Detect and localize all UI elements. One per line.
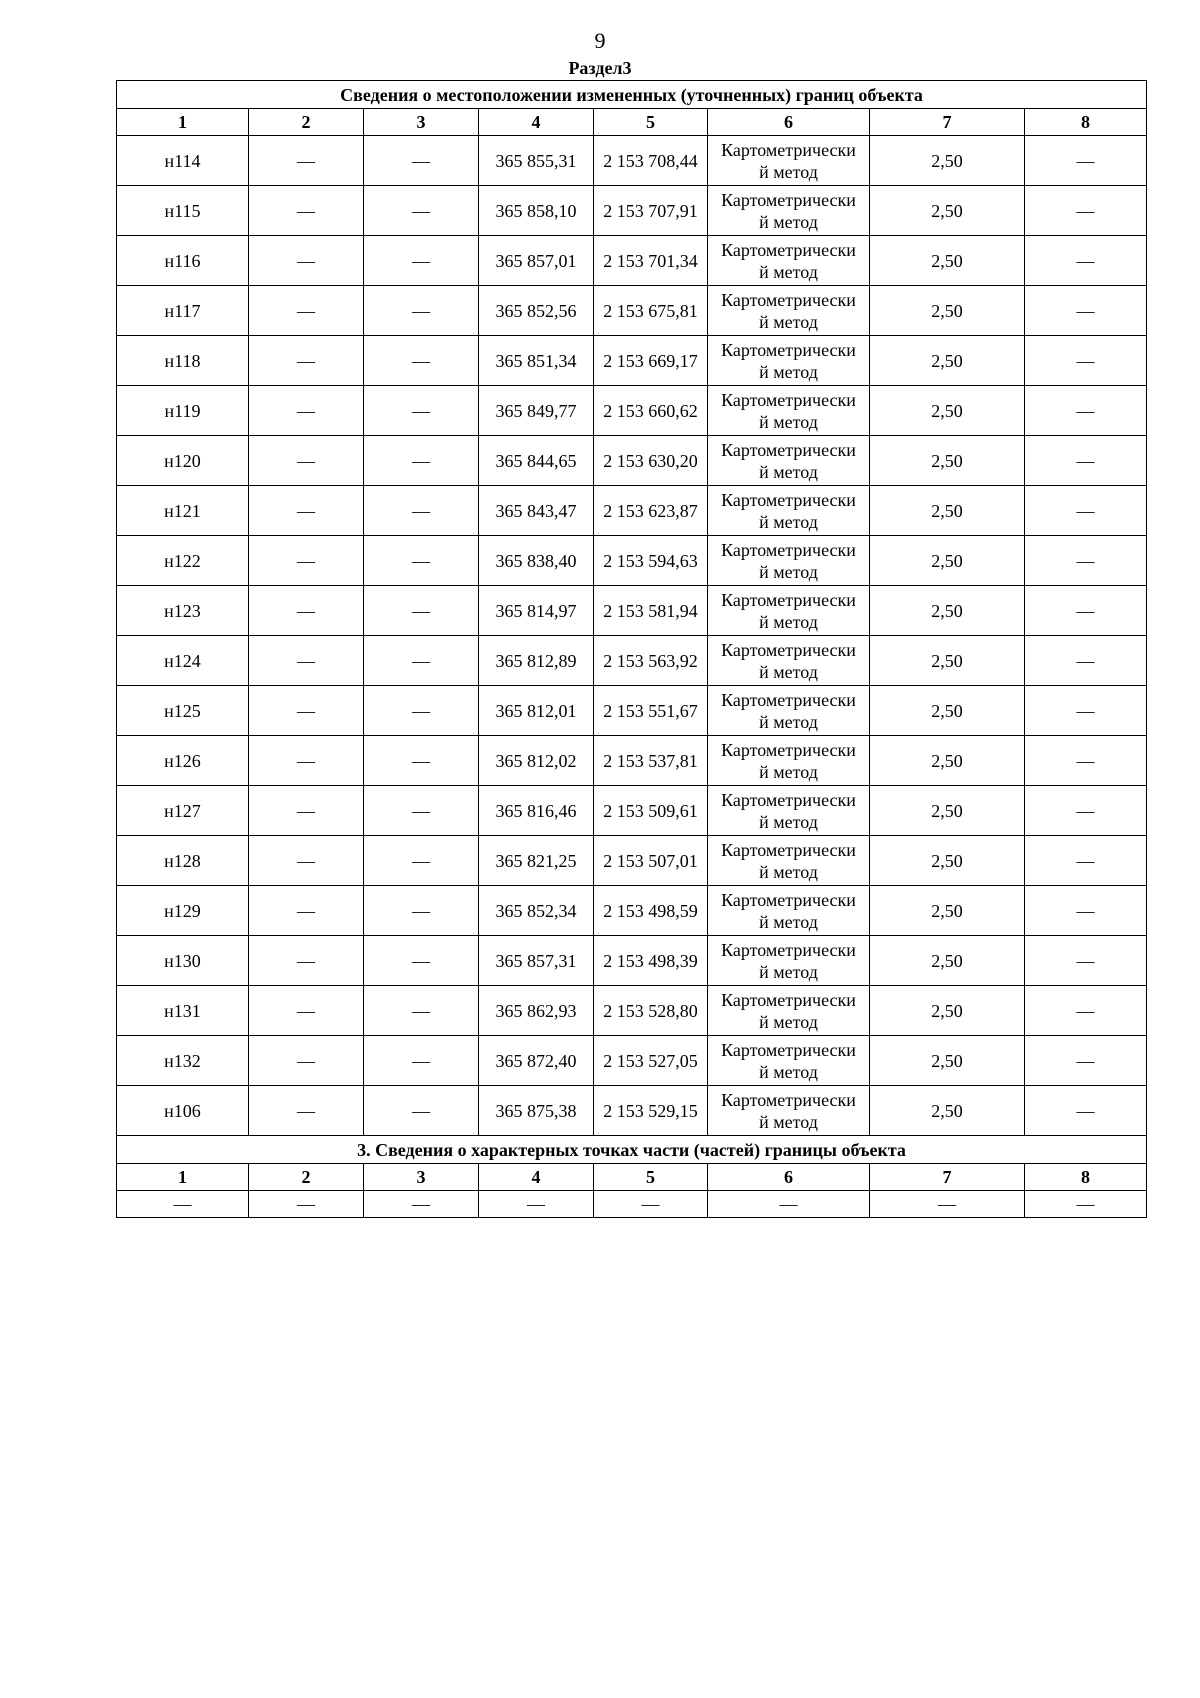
table-cell-col-8: — [1025, 136, 1147, 186]
table-cell-col-5: 2 153 708,44 [594, 136, 708, 186]
table-cell-col-5: 2 153 498,39 [594, 936, 708, 986]
table-cell-col-5: 2 153 551,67 [594, 686, 708, 736]
table-cell-col-3: — [364, 636, 479, 686]
table-cell-col-6 [708, 1086, 870, 1136]
cell-line: й метод [759, 211, 818, 232]
table-cell-col-7: 2,50 [870, 536, 1025, 586]
table-cell-col-6 [708, 786, 870, 836]
table-cell-col-3: — [364, 486, 479, 536]
table-cell-col-2: — [249, 386, 364, 436]
table-cell-col-5: 2 153 701,34 [594, 236, 708, 286]
table-cell-col-2: — [249, 686, 364, 736]
cell-line: Картометрически [721, 1089, 856, 1110]
table-cell-col-3: — [364, 536, 479, 586]
table-cell-col-3: — [364, 436, 479, 486]
cell-line: й метод [759, 161, 818, 182]
table-row [117, 1036, 1147, 1086]
column-number-8: 8 [1025, 1164, 1147, 1191]
table-cell-col-5: 2 153 669,17 [594, 336, 708, 386]
cell-line: й метод [759, 361, 818, 382]
cell-line: й метод [759, 461, 818, 482]
table-cell-col-6 [708, 336, 870, 386]
table-cell-col-7: 2,50 [870, 1086, 1025, 1136]
table-cell-col-1: н119 [117, 386, 249, 436]
table-cell-col-7: 2,50 [870, 736, 1025, 786]
table-cell-col-1: н120 [117, 436, 249, 486]
table-cell-col-4: 365 812,89 [479, 636, 594, 686]
table-cell-col-5: 2 153 660,62 [594, 386, 708, 436]
table-cell-col-7: 2,50 [870, 886, 1025, 936]
table-cell-col-1: н128 [117, 836, 249, 886]
cell-line: й метод [759, 1111, 818, 1132]
cell-line: й метод [759, 761, 818, 782]
table-cell-col-7: 2,50 [870, 586, 1025, 636]
table-cell-col-8: — [1025, 886, 1147, 936]
column-number-5: 5 [594, 109, 708, 136]
table-row [117, 386, 1147, 436]
table-cell-col-3: — [364, 286, 479, 336]
cell-line: й метод [759, 511, 818, 532]
table-row [117, 686, 1147, 736]
cell-line: й метод [759, 661, 818, 682]
table-cell-col-1: н131 [117, 986, 249, 1036]
table-cell-col-8: — [1025, 986, 1147, 1036]
table-row [117, 736, 1147, 786]
table-cell-col-7: 2,50 [870, 836, 1025, 886]
table-cell-col-8: — [1025, 286, 1147, 336]
table-cell-col-8: — [1025, 736, 1147, 786]
table-cell-col-1: н127 [117, 786, 249, 836]
table1-title-cell: Сведения о местоположении измененных (уточненных) границ объекта [117, 81, 1147, 109]
table-cell-col-4: 365 843,47 [479, 486, 594, 536]
table-cell-col-7: 2,50 [870, 936, 1025, 986]
cell-line: Картометрически [721, 189, 856, 210]
table-cell-col-2: — [249, 186, 364, 236]
table-cell-col-1: н126 [117, 736, 249, 786]
table-cell-col-2: — [249, 636, 364, 686]
table-cell-col-2: — [249, 986, 364, 1036]
cell-line: й метод [759, 811, 818, 832]
column-number-3: 3 [364, 109, 479, 136]
cell-line: Картометрически [721, 339, 856, 360]
column-number-7: 7 [870, 1164, 1025, 1191]
table-row [117, 636, 1147, 686]
table-cell-col-3: — [364, 1191, 479, 1218]
table-cell-col-3: — [364, 836, 479, 886]
table-cell-col-3: — [364, 236, 479, 286]
table-cell-col-4: 365 844,65 [479, 436, 594, 486]
cell-line: Картометрически [721, 689, 856, 710]
column-number-5: 5 [594, 1164, 708, 1191]
table-cell-col-1: н116 [117, 236, 249, 286]
table-cell-col-7: 2,50 [870, 386, 1025, 436]
table-cell-col-2: — [249, 936, 364, 986]
table-row [117, 886, 1147, 936]
table-cell-col-5: 2 153 527,05 [594, 1036, 708, 1086]
table-cell-col-7: 2,50 [870, 986, 1025, 1036]
table1-column-numbers [117, 109, 1147, 136]
table-cell-col-4: 365 875,38 [479, 1086, 594, 1136]
table-cell-col-6 [708, 236, 870, 286]
table-body [117, 81, 1147, 1218]
table-cell-col-1: н118 [117, 336, 249, 386]
table-cell-col-2: — [249, 1086, 364, 1136]
table-cell-col-6 [708, 886, 870, 936]
cell-line: Картометрически [721, 989, 856, 1010]
cell-line: Картометрически [721, 739, 856, 760]
table-cell-col-4: 365 857,31 [479, 936, 594, 986]
table2-title [117, 1136, 1147, 1164]
table-cell-col-7: 2,50 [870, 286, 1025, 336]
table-cell-col-5: 2 153 623,87 [594, 486, 708, 536]
table-cell-col-6 [708, 486, 870, 536]
column-number-8: 8 [1025, 109, 1147, 136]
table-cell-col-1: н122 [117, 536, 249, 586]
boundary-table [116, 80, 1147, 1218]
table-cell-col-4: 365 872,40 [479, 1036, 594, 1086]
table-cell-col-1: н121 [117, 486, 249, 536]
cell-line: Картометрически [721, 889, 856, 910]
table-cell-col-4: 365 814,97 [479, 586, 594, 636]
table-cell-col-7: 2,50 [870, 636, 1025, 686]
table-cell-col-7: 2,50 [870, 686, 1025, 736]
table-cell-col-8: — [1025, 936, 1147, 986]
table-cell-col-4: 365 812,01 [479, 686, 594, 736]
table-cell-col-1: н130 [117, 936, 249, 986]
table-cell-col-6 [708, 936, 870, 986]
table-cell-col-8: — [1025, 436, 1147, 486]
table-cell-col-4: 365 838,40 [479, 536, 594, 586]
cell-line: Картометрически [721, 289, 856, 310]
table-cell-col-2: — [249, 1191, 364, 1218]
column-number-1: 1 [117, 109, 249, 136]
table-cell-col-3: — [364, 736, 479, 786]
table-cell-col-8: — [1025, 186, 1147, 236]
table-cell-col-6 [708, 536, 870, 586]
table-cell-col-5: 2 153 581,94 [594, 586, 708, 636]
table-cell-col-3: — [364, 586, 479, 636]
table-cell-col-7: 2,50 [870, 486, 1025, 536]
table-cell-col-5: 2 153 675,81 [594, 286, 708, 336]
table-cell-col-2: — [249, 886, 364, 936]
table-cell-col-3: — [364, 1086, 479, 1136]
table-cell-col-7: 2,50 [870, 136, 1025, 186]
table-cell-col-4: 365 857,01 [479, 236, 594, 286]
table-cell-col-1: н123 [117, 586, 249, 636]
column-number-1: 1 [117, 1164, 249, 1191]
table-cell-col-1: н114 [117, 136, 249, 186]
table-cell-col-6 [708, 436, 870, 486]
table-cell-col-6 [708, 386, 870, 436]
cell-line: й метод [759, 411, 818, 432]
table-cell-col-6 [708, 186, 870, 236]
cell-line: й метод [759, 261, 818, 282]
table-cell-col-7: 2,50 [870, 236, 1025, 286]
cell-line: Картометрически [721, 839, 856, 860]
table-cell-col-6 [708, 286, 870, 336]
table-row [117, 1191, 1147, 1218]
cell-line: й метод [759, 911, 818, 932]
table-cell-col-6 [708, 636, 870, 686]
table-cell-col-1: н124 [117, 636, 249, 686]
cell-line: Картометрически [721, 539, 856, 560]
table-row [117, 836, 1147, 886]
table-cell-col-1: н129 [117, 886, 249, 936]
table-cell-col-5: 2 153 630,20 [594, 436, 708, 486]
table-cell-col-8: — [1025, 836, 1147, 886]
table-cell-col-3: — [364, 786, 479, 836]
table-cell-col-8: — [1025, 486, 1147, 536]
table-cell-col-8: — [1025, 386, 1147, 436]
table-cell-col-2: — [249, 286, 364, 336]
cell-line: й метод [759, 711, 818, 732]
table-cell-col-4: 365 851,34 [479, 336, 594, 386]
table-cell-col-3: — [364, 336, 479, 386]
table-cell-col-4: 365 821,25 [479, 836, 594, 886]
column-number-2: 2 [249, 109, 364, 136]
table-cell-col-2: — [249, 836, 364, 886]
page-number: 9 [594, 28, 606, 53]
column-number-6: 6 [708, 1164, 870, 1191]
table-cell-col-8: — [1025, 536, 1147, 586]
section-title: Раздел3 [568, 58, 632, 78]
table-row [117, 786, 1147, 836]
table-cell-col-3: — [364, 1036, 479, 1086]
cell-line: й метод [759, 1061, 818, 1082]
table-cell-col-7: 2,50 [870, 786, 1025, 836]
table-cell-col-1: н115 [117, 186, 249, 236]
table-cell-col-7: 2,50 [870, 186, 1025, 236]
cell-line: й метод [759, 561, 818, 582]
cell-line: Картометрически [721, 139, 856, 160]
table1-title [117, 81, 1147, 109]
table2-title-cell: 3. Сведения о характерных точках части (частей) границы объекта [117, 1136, 1147, 1164]
column-number-6: 6 [708, 109, 870, 136]
table-cell-col-2: — [249, 786, 364, 836]
table-row [117, 436, 1147, 486]
cell-line: Картометрически [721, 939, 856, 960]
table-cell-col-1: н125 [117, 686, 249, 736]
table-cell-col-6 [708, 686, 870, 736]
table-cell-col-5: 2 153 707,91 [594, 186, 708, 236]
table-cell-col-4: 365 852,56 [479, 286, 594, 336]
table-cell-col-7: 2,50 [870, 336, 1025, 386]
table-cell-col-8: — [1025, 586, 1147, 636]
cell-line: й метод [759, 961, 818, 982]
table-row [117, 486, 1147, 536]
cell-line: Картометрически [721, 239, 856, 260]
table-cell-col-8: — [1025, 1086, 1147, 1136]
cell-line: Картометрически [721, 489, 856, 510]
table-cell-col-2: — [249, 1036, 364, 1086]
table-cell-col-1: н117 [117, 286, 249, 336]
table-cell-col-2: — [249, 236, 364, 286]
table-cell-col-4: 365 852,34 [479, 886, 594, 936]
table-cell-col-5: 2 153 509,61 [594, 786, 708, 836]
table-cell-col-2: — [249, 536, 364, 586]
table-cell-col-2: — [249, 486, 364, 536]
table-cell-col-7: 2,50 [870, 1036, 1025, 1086]
table-cell-col-6 [708, 986, 870, 1036]
cell-line: Картометрически [721, 789, 856, 810]
cell-line: й метод [759, 1011, 818, 1032]
table-cell-col-2: — [249, 736, 364, 786]
table-cell-col-2: — [249, 336, 364, 386]
table-cell-col-6 [708, 1036, 870, 1086]
table-cell-col-3: — [364, 136, 479, 186]
cell-line: Картометрически [721, 389, 856, 410]
column-number-7: 7 [870, 109, 1025, 136]
table-row [117, 1086, 1147, 1136]
table-row [117, 536, 1147, 586]
table-row [117, 336, 1147, 386]
table-cell-col-4: — [479, 1191, 594, 1218]
cell-line: й метод [759, 311, 818, 332]
column-number-4: 4 [479, 109, 594, 136]
table-cell-col-5: 2 153 563,92 [594, 636, 708, 686]
table-cell-col-7: — [870, 1191, 1025, 1218]
table-cell-col-8: — [1025, 336, 1147, 386]
table-cell-col-5: 2 153 528,80 [594, 986, 708, 1036]
cell-line: й метод [759, 611, 818, 632]
table-cell-col-8: — [1025, 636, 1147, 686]
table-cell-col-5: 2 153 529,15 [594, 1086, 708, 1136]
table-cell-col-3: — [364, 686, 479, 736]
cell-line: Картометрически [721, 589, 856, 610]
table-cell-col-4: 365 855,31 [479, 136, 594, 186]
column-number-2: 2 [249, 1164, 364, 1191]
table-cell-col-3: — [364, 386, 479, 436]
table-cell-col-3: — [364, 186, 479, 236]
table-cell-col-8: — [1025, 686, 1147, 736]
table-cell-col-8: — [1025, 786, 1147, 836]
table-cell-col-6 [708, 836, 870, 886]
table-cell-col-1: — [117, 1191, 249, 1218]
table-row [117, 586, 1147, 636]
table-cell-col-4: 365 812,02 [479, 736, 594, 786]
table-cell-col-2: — [249, 136, 364, 186]
column-number-3: 3 [364, 1164, 479, 1191]
table-cell-col-5: 2 153 507,01 [594, 836, 708, 886]
table-cell-col-2: — [249, 586, 364, 636]
table-cell-col-6 [708, 136, 870, 186]
table-cell-col-3: — [364, 986, 479, 1036]
table-cell-col-4: 365 862,93 [479, 986, 594, 1036]
table-cell-col-6 [708, 586, 870, 636]
cell-line: Картометрически [721, 439, 856, 460]
table-cell-col-4: 365 858,10 [479, 186, 594, 236]
column-number-4: 4 [479, 1164, 594, 1191]
table2-column-numbers [117, 1164, 1147, 1191]
table-cell-col-1: н106 [117, 1086, 249, 1136]
table-cell-col-4: 365 849,77 [479, 386, 594, 436]
table-cell-col-8: — [1025, 236, 1147, 286]
table-row [117, 236, 1147, 286]
table-cell-col-3: — [364, 936, 479, 986]
cell-line: й метод [759, 861, 818, 882]
cell-line: Картометрически [721, 639, 856, 660]
table-row [117, 286, 1147, 336]
table-cell-col-2: — [249, 436, 364, 486]
table-cell-col-6 [708, 736, 870, 786]
table-cell-col-6: — [708, 1191, 870, 1218]
table-cell-col-5: 2 153 537,81 [594, 736, 708, 786]
table-cell-col-5: 2 153 498,59 [594, 886, 708, 936]
table-cell-col-5: 2 153 594,63 [594, 536, 708, 586]
cell-line: Картометрически [721, 1039, 856, 1060]
table-row [117, 186, 1147, 236]
table-row [117, 136, 1147, 186]
table-cell-col-7: 2,50 [870, 436, 1025, 486]
table-row [117, 936, 1147, 986]
table-row [117, 986, 1147, 1036]
table-cell-col-3: — [364, 886, 479, 936]
table-cell-col-5: — [594, 1191, 708, 1218]
table-cell-col-8: — [1025, 1191, 1147, 1218]
table-cell-col-1: н132 [117, 1036, 249, 1086]
table-cell-col-4: 365 816,46 [479, 786, 594, 836]
table-cell-col-8: — [1025, 1036, 1147, 1086]
